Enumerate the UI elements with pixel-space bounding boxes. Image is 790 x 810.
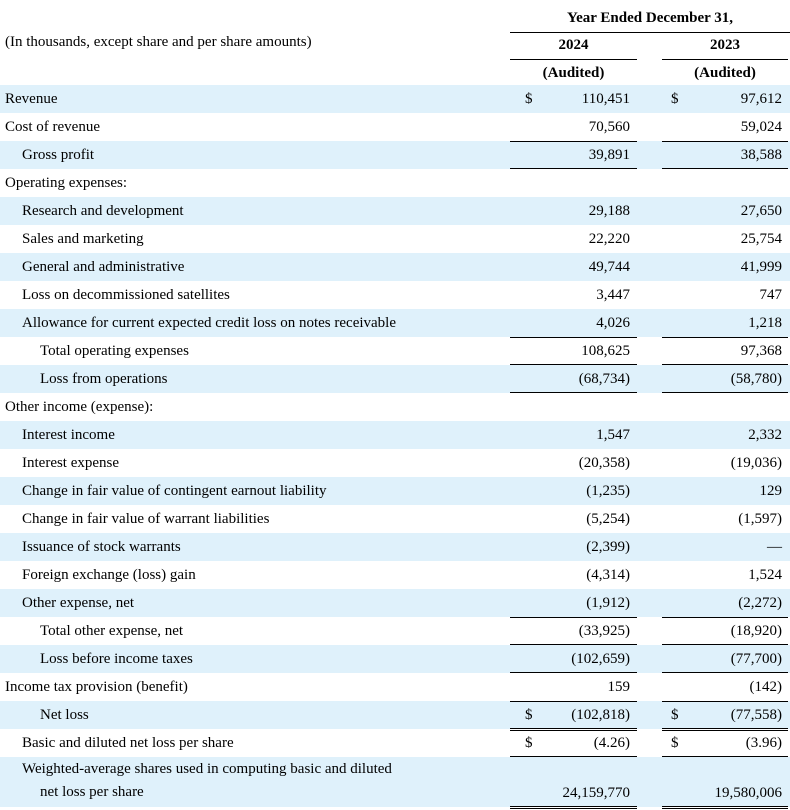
row-label-text: Loss on decommissioned satellites xyxy=(22,287,230,303)
amount: 49,744 xyxy=(588,259,630,275)
row-label xyxy=(5,169,127,197)
value-cell-2023 xyxy=(662,617,788,645)
table-row xyxy=(0,309,790,337)
value-cell-2023 xyxy=(662,113,788,141)
amount: — xyxy=(767,539,782,555)
value-cell-2024 xyxy=(510,589,637,617)
table-row xyxy=(0,533,790,561)
amount: (102,818) xyxy=(571,707,630,723)
row-label-text: Income tax provision (benefit) xyxy=(5,679,188,695)
row-label xyxy=(22,758,392,804)
amount: (1,235) xyxy=(586,483,630,499)
subtotal-rule xyxy=(662,617,788,618)
table-row xyxy=(0,113,790,141)
amount: 747 xyxy=(759,287,782,303)
value-cell-2023 xyxy=(662,309,788,337)
row-label-text: Other income (expense): xyxy=(5,399,154,415)
amount: 38,588 xyxy=(740,147,782,163)
row-label xyxy=(5,393,153,421)
table-row xyxy=(0,617,790,645)
amount: (20,358) xyxy=(578,455,630,471)
value-cell-2023 xyxy=(662,729,788,757)
table-row xyxy=(0,421,790,449)
amount: (1,597) xyxy=(738,511,782,527)
subtotal-rule xyxy=(510,701,637,702)
row-label xyxy=(40,701,89,729)
row-label xyxy=(22,729,234,757)
amount: (68,734) xyxy=(578,371,630,387)
value-cell-2024 xyxy=(510,365,637,393)
value-cell-2023 xyxy=(662,421,788,449)
row-label xyxy=(5,85,57,113)
amount: (2,399) xyxy=(586,539,630,555)
amount: (3.96) xyxy=(745,735,782,751)
amount: 29,188 xyxy=(588,203,630,219)
row-label-text: Operating expenses: xyxy=(5,175,128,191)
row-label xyxy=(22,449,119,477)
amount: 1,524 xyxy=(748,567,782,583)
row-label xyxy=(22,253,184,281)
subtotal-rule xyxy=(662,701,788,702)
value-cell-2024 xyxy=(510,421,637,449)
row-label-text: Loss before income taxes xyxy=(40,651,193,667)
row-label-text: Total other expense, net xyxy=(40,623,184,639)
amount: 97,368 xyxy=(740,343,782,359)
row-label-text: Revenue xyxy=(5,91,58,107)
currency-symbol: $ xyxy=(525,91,533,107)
amount: (4,314) xyxy=(586,567,630,583)
row-label-text: Gross profit xyxy=(22,147,95,163)
amount: 70,560 xyxy=(588,119,630,135)
value-cell-2023 xyxy=(662,141,788,169)
row-label xyxy=(40,337,189,365)
row-label-text: Foreign exchange (loss) gain xyxy=(22,567,196,583)
table-row xyxy=(0,225,790,253)
row-label xyxy=(22,477,327,505)
value-cell-2024 xyxy=(510,673,637,701)
amount: 27,650 xyxy=(740,203,782,219)
amount: 97,612 xyxy=(740,91,782,107)
value-cell-2023 xyxy=(662,477,788,505)
income-statement-table xyxy=(0,85,790,807)
subtotal-rule xyxy=(510,337,637,338)
value-cell-2024 xyxy=(510,617,637,645)
row-label-text: Interest expense xyxy=(22,455,120,471)
amount: 108,625 xyxy=(581,343,630,359)
row-label-text: Sales and marketing xyxy=(22,231,144,247)
table-row xyxy=(0,253,790,281)
amount: (4.26) xyxy=(593,735,630,751)
value-cell-2023 xyxy=(662,779,788,807)
subtotal-rule xyxy=(662,337,788,338)
row-label xyxy=(22,141,94,169)
row-label xyxy=(5,113,100,141)
value-cell-2023 xyxy=(662,449,788,477)
table-row xyxy=(0,645,790,673)
amount: (5,254) xyxy=(586,511,630,527)
value-cell-2024 xyxy=(510,779,637,807)
value-cell-2023 xyxy=(662,393,788,421)
table-row xyxy=(0,701,790,729)
total-double-rule xyxy=(662,806,788,809)
year-2024-header: 2024 xyxy=(558,37,589,53)
table-row xyxy=(0,477,790,505)
value-cell-2023 xyxy=(662,673,788,701)
value-cell-2024 xyxy=(510,337,637,365)
table-row xyxy=(0,169,790,197)
row-label-text: Weighted-average shares used in computing basic and diluted xyxy=(22,761,392,777)
row-label-text: Research and development xyxy=(22,203,184,219)
table-row xyxy=(0,365,790,393)
table-row xyxy=(0,197,790,225)
table-row xyxy=(0,673,790,701)
amount: (58,780) xyxy=(730,371,782,387)
row-label-text: Total operating expenses xyxy=(40,343,189,359)
amount: (18,920) xyxy=(730,623,782,639)
row-label xyxy=(22,589,134,617)
value-cell-2023 xyxy=(662,337,788,365)
row-label-text: Change in fair value of contingent earnout liability xyxy=(22,483,327,499)
row-label-text: Net loss xyxy=(40,707,89,723)
value-cell-2024 xyxy=(510,169,637,197)
subtotal-rule xyxy=(662,141,788,142)
value-cell-2024 xyxy=(510,729,637,757)
row-label-text: Issuance of stock warrants xyxy=(22,539,181,555)
row-label-text: Change in fair value of warrant liabilities xyxy=(22,511,270,527)
row-label xyxy=(5,673,188,701)
row-label xyxy=(22,309,396,337)
row-label xyxy=(40,617,183,645)
amount: (1,912) xyxy=(586,595,630,611)
table-row xyxy=(0,85,790,113)
table-row xyxy=(0,757,790,807)
value-cell-2024 xyxy=(510,477,637,505)
amount: (2,272) xyxy=(738,595,782,611)
amount: 1,218 xyxy=(748,315,782,331)
row-label xyxy=(22,561,196,589)
value-cell-2024 xyxy=(510,309,637,337)
subtotal-rule xyxy=(510,141,637,142)
amount: 22,220 xyxy=(588,231,630,247)
table-row xyxy=(0,505,790,533)
value-cell-2024 xyxy=(510,141,637,169)
amount: 1,547 xyxy=(596,427,630,443)
amount: 129 xyxy=(759,483,782,499)
value-cell-2024 xyxy=(510,281,637,309)
value-cell-2023 xyxy=(662,281,788,309)
table-row xyxy=(0,337,790,365)
value-cell-2024 xyxy=(510,701,637,729)
row-label xyxy=(40,365,167,393)
row-label xyxy=(22,197,184,225)
value-cell-2023 xyxy=(662,365,788,393)
amount: 3,447 xyxy=(596,287,630,303)
currency-symbol: $ xyxy=(525,735,533,751)
amount: 41,999 xyxy=(740,259,782,275)
value-cell-2023 xyxy=(662,701,788,729)
currency-symbol: $ xyxy=(671,735,679,751)
period-heading: Year Ended December 31, xyxy=(566,10,734,26)
value-cell-2024 xyxy=(510,113,637,141)
row-label-text: Interest income xyxy=(22,427,115,443)
audit-label-2023: (Audited) xyxy=(694,65,756,81)
value-cell-2024 xyxy=(510,197,637,225)
table-row xyxy=(0,449,790,477)
table-row xyxy=(0,281,790,309)
value-cell-2024 xyxy=(510,533,637,561)
subtotal-rule xyxy=(510,617,637,618)
row-label-text: Allowance for current expected credit loss on notes receivable xyxy=(22,315,397,331)
row-label xyxy=(22,421,115,449)
value-cell-2023 xyxy=(662,253,788,281)
currency-symbol: $ xyxy=(525,707,533,723)
amount: 110,451 xyxy=(581,91,630,107)
units-note: (In thousands, except share and per share amounts) xyxy=(5,34,312,50)
amount: (19,036) xyxy=(730,455,782,471)
row-label-continuation: net loss per share xyxy=(40,784,144,800)
value-cell-2023 xyxy=(662,533,788,561)
value-cell-2023 xyxy=(662,645,788,673)
row-label xyxy=(22,281,230,309)
row-label-text: Cost of revenue xyxy=(5,119,100,135)
amount: (77,558) xyxy=(730,707,782,723)
value-cell-2023 xyxy=(662,169,788,197)
value-cell-2024 xyxy=(510,645,637,673)
amount: 59,024 xyxy=(740,119,782,135)
value-cell-2024 xyxy=(510,505,637,533)
table-row xyxy=(0,561,790,589)
amount: 19,580,006 xyxy=(714,785,782,801)
row-label-text: Loss from operations xyxy=(40,371,168,387)
table-row xyxy=(0,393,790,421)
value-cell-2024 xyxy=(510,393,637,421)
row-label xyxy=(22,533,181,561)
amount: 159 xyxy=(607,679,630,695)
amount: (77,700) xyxy=(730,651,782,667)
amount: 4,026 xyxy=(596,315,630,331)
value-cell-2023 xyxy=(662,85,788,113)
row-label xyxy=(22,505,269,533)
total-double-rule xyxy=(510,806,637,809)
value-cell-2024 xyxy=(510,85,637,113)
value-cell-2023 xyxy=(662,225,788,253)
table-row xyxy=(0,589,790,617)
value-cell-2023 xyxy=(662,561,788,589)
value-cell-2023 xyxy=(662,589,788,617)
table-row xyxy=(0,141,790,169)
value-cell-2024 xyxy=(510,253,637,281)
value-cell-2023 xyxy=(662,197,788,225)
currency-symbol: $ xyxy=(671,707,679,723)
amount: (102,659) xyxy=(571,651,630,667)
value-cell-2023 xyxy=(662,505,788,533)
amount: 2,332 xyxy=(748,427,782,443)
amount: 39,891 xyxy=(588,147,630,163)
row-label-text: General and administrative xyxy=(22,259,185,275)
value-cell-2024 xyxy=(510,561,637,589)
row-label xyxy=(40,645,193,673)
value-cell-2024 xyxy=(510,225,637,253)
value-cell-2024 xyxy=(510,449,637,477)
row-label xyxy=(22,225,144,253)
year-2023-header: 2023 xyxy=(710,37,740,53)
row-label-text: Other expense, net xyxy=(22,595,135,611)
row-label-text: Basic and diluted net loss per share xyxy=(22,735,234,751)
amount: 25,754 xyxy=(740,231,782,247)
amount: (142) xyxy=(749,679,782,695)
table-row xyxy=(0,729,790,757)
amount: 24,159,770 xyxy=(562,785,630,801)
audit-label-2024: (Audited) xyxy=(542,65,605,81)
currency-symbol: $ xyxy=(671,91,679,107)
amount: (33,925) xyxy=(578,623,630,639)
